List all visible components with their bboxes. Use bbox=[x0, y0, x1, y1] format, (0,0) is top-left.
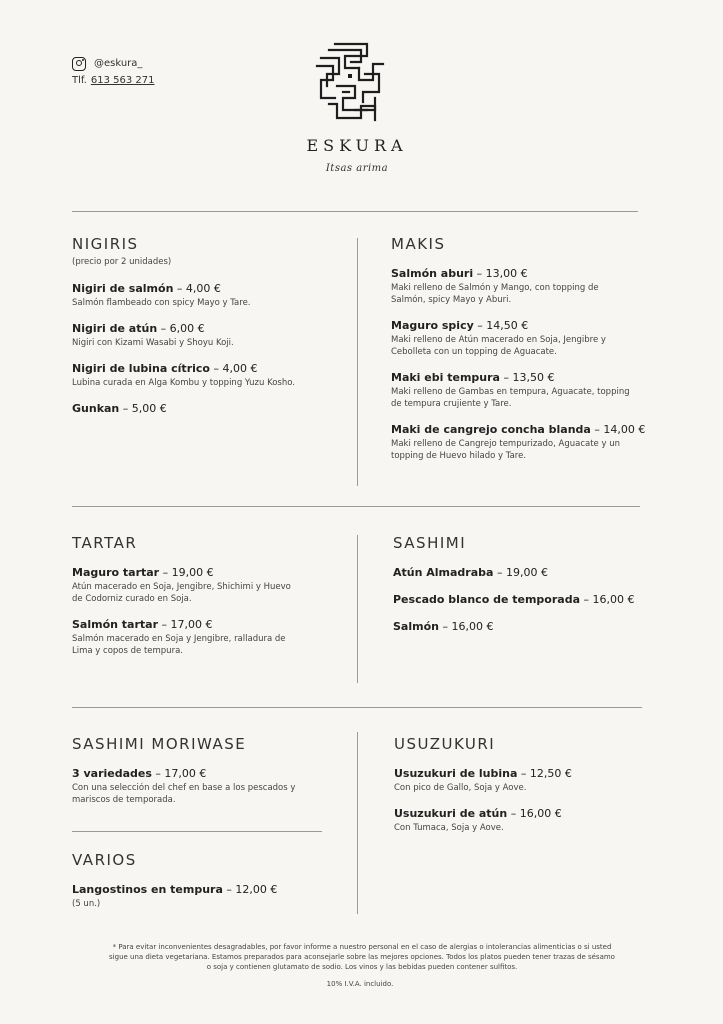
item-price: 13,50 € bbox=[512, 371, 555, 384]
item-description: topping de Huevo hilado y Tare. bbox=[391, 451, 527, 461]
item-name: Maguro spicy bbox=[391, 319, 474, 332]
item-name: Usuzukuri de atún bbox=[394, 807, 508, 820]
item-description: mariscos de temporada. bbox=[72, 795, 176, 805]
item-description: Con Tumaca, Soja y Aove. bbox=[394, 823, 504, 833]
item-name: Pescado blanco de temporada bbox=[393, 593, 580, 606]
item-description: Cebolleta con un topping de Aguacate. bbox=[391, 347, 557, 357]
menu-item bbox=[391, 267, 691, 306]
divider-top bbox=[72, 211, 638, 212]
item-description: de tempura crujiente y Tare. bbox=[391, 399, 512, 409]
divider-vertical-2 bbox=[357, 535, 358, 683]
item-description: Maki relleno de Cangrejo tempurizado, Aguacate y un bbox=[391, 439, 620, 449]
menu-item bbox=[72, 618, 352, 657]
footnote-line: * Para evitar inconvenientes desagradables, por favor informe a nuestro personal en el caso de alergias o intolerancias alimenticias o si usted bbox=[112, 943, 612, 951]
menu-item bbox=[394, 767, 674, 794]
item-name: 3 variedades bbox=[72, 767, 152, 780]
item-description: (5 un.) bbox=[72, 899, 101, 909]
phone-number[interactable]: 613 563 271 bbox=[90, 75, 155, 86]
brand-tagline: Itsas arima bbox=[325, 163, 389, 174]
section-tartar bbox=[72, 534, 352, 657]
section-usuzukuri bbox=[394, 735, 674, 834]
item-description: Salmón macerado en Soja y Jengibre, ralladura de bbox=[72, 634, 286, 644]
item-description: Lima y copos de tempura. bbox=[72, 646, 183, 656]
item-description: Lubina curada en Alga Kombu y topping Yuzu Kosho. bbox=[72, 378, 295, 388]
item-name: Maguro tartar bbox=[72, 566, 160, 579]
vat-note: 10% I.V.A. incluido. bbox=[326, 980, 394, 988]
divider-3 bbox=[72, 707, 642, 708]
item-description: Salmón, spicy Mayo y Aburi. bbox=[391, 295, 512, 305]
menu-item bbox=[393, 566, 673, 579]
price-dash: – bbox=[583, 593, 589, 606]
price-dash: – bbox=[477, 319, 483, 332]
section-subtitle: (precio por 2 unidades) bbox=[72, 257, 172, 267]
item-description: Maki relleno de Salmón y Mango, con topping de bbox=[391, 283, 599, 293]
item-price: 6,00 € bbox=[169, 322, 205, 335]
price-dash: – bbox=[520, 767, 527, 780]
section-makis bbox=[391, 235, 691, 462]
item-name: Usuzukuri de lubina bbox=[394, 767, 518, 780]
menu-item bbox=[72, 402, 352, 415]
item-description: Maki relleno de Atún macerado en Soja, Jengibre y bbox=[391, 335, 606, 345]
price-dash: – bbox=[122, 402, 129, 415]
item-description: Nigiri con Kizami Wasabi y Shoyu Koji. bbox=[72, 338, 234, 348]
item-price: 17,00 € bbox=[164, 767, 207, 780]
menu-item bbox=[72, 322, 352, 349]
divider-vertical-1 bbox=[357, 238, 358, 486]
item-description: Maki relleno de Gambas en tempura, Aguacate, topping bbox=[391, 387, 630, 397]
price-dash: – bbox=[594, 423, 600, 436]
instagram-handle[interactable]: @eskura_ bbox=[94, 58, 143, 69]
price-dash: – bbox=[176, 282, 183, 295]
item-price: 14,00 € bbox=[603, 423, 646, 436]
item-description: Con pico de Gallo, Soja y Aove. bbox=[394, 783, 527, 793]
menu-item bbox=[72, 282, 352, 309]
instagram-icon bbox=[72, 57, 86, 71]
item-price: 5,00 € bbox=[131, 402, 167, 415]
item-description: Con una selección del chef en base a los pescados y bbox=[72, 783, 296, 793]
item-description: Atún macerado en Soja, Jengibre, Shichimi y Huevo bbox=[72, 582, 291, 592]
price-dash: – bbox=[161, 618, 168, 631]
item-name: Maki de cangrejo concha blanda bbox=[391, 423, 591, 436]
item-price: 16,00 € bbox=[451, 620, 494, 633]
item-name: Nigiri de atún bbox=[72, 322, 158, 335]
menu-item bbox=[72, 362, 352, 389]
section-title: SASHIMI MORIWASE bbox=[72, 735, 247, 753]
item-price: 4,00 € bbox=[185, 282, 221, 295]
allergy-footnote bbox=[72, 942, 652, 972]
item-price: 16,00 € bbox=[592, 593, 635, 606]
section-title: TARTAR bbox=[72, 534, 138, 552]
item-name: Langostinos en tempura bbox=[72, 883, 223, 896]
price-dash: – bbox=[213, 362, 219, 375]
item-price: 4,00 € bbox=[222, 362, 258, 375]
item-name: Salmón tartar bbox=[72, 618, 159, 631]
eskura-logo-icon bbox=[315, 40, 385, 124]
brand-name: ESKURA bbox=[306, 136, 408, 155]
divider-2 bbox=[72, 506, 640, 507]
item-name: Atún Almadraba bbox=[393, 566, 494, 579]
divider-vertical-3 bbox=[357, 732, 358, 914]
item-name: Maki ebi tempura bbox=[391, 371, 500, 384]
item-price: 12,50 € bbox=[529, 767, 572, 780]
section-varios bbox=[72, 851, 352, 910]
item-description: Salmón flambeado con spicy Mayo y Tare. bbox=[72, 298, 251, 308]
price-dash: – bbox=[155, 767, 161, 780]
menu-item bbox=[391, 319, 691, 358]
menu-item bbox=[391, 371, 691, 410]
footnote-line: o soja y contienen glutamato de sodio. Los vinos y las bebidas pueden contener sulfitos. bbox=[206, 963, 518, 971]
price-dash: – bbox=[160, 322, 167, 335]
section-nigiris bbox=[72, 235, 352, 415]
menu-item bbox=[391, 423, 691, 462]
price-dash: – bbox=[476, 267, 483, 280]
menu-item bbox=[393, 593, 673, 606]
item-name: Nigiri de salmón bbox=[72, 282, 174, 295]
item-price: 16,00 € bbox=[519, 807, 562, 820]
price-dash: – bbox=[503, 371, 509, 384]
item-price: 13,00 € bbox=[485, 267, 528, 280]
menu-item bbox=[72, 566, 352, 605]
menu-item bbox=[394, 807, 674, 834]
price-dash: – bbox=[510, 807, 517, 820]
phone-label: Tlf. bbox=[72, 75, 87, 86]
price-dash: – bbox=[162, 566, 169, 579]
menu-item bbox=[393, 620, 673, 633]
item-price: 12,00 € bbox=[235, 883, 278, 896]
price-dash: – bbox=[442, 620, 448, 633]
item-description: de Codorniz curado en Soja. bbox=[72, 594, 192, 604]
section-title: USUZUKURI bbox=[394, 735, 496, 753]
footnote-line: sigue una dieta vegetariana. Estamos preparados para aconsejarle sobre las mejores opciones. Todos los platos pueden tener trazas de sésamo bbox=[109, 953, 615, 961]
section-title: NIGIRIS bbox=[72, 235, 139, 253]
item-price: 19,00 € bbox=[171, 566, 214, 579]
section-title: MAKIS bbox=[391, 235, 446, 253]
item-name: Nigiri de lubina cítrico bbox=[72, 362, 210, 375]
item-price: 14,50 € bbox=[486, 319, 529, 332]
item-name: Gunkan bbox=[72, 402, 120, 415]
section-title: SASHIMI bbox=[393, 534, 467, 552]
divider-4 bbox=[72, 831, 322, 832]
menu-item bbox=[72, 767, 352, 806]
item-price: 17,00 € bbox=[170, 618, 213, 631]
price-dash: – bbox=[226, 883, 232, 896]
menu-item bbox=[72, 883, 352, 910]
price-dash: – bbox=[496, 566, 503, 579]
item-name: Salmón aburi bbox=[391, 267, 474, 280]
section-title: VARIOS bbox=[72, 851, 137, 869]
contact-block bbox=[72, 55, 154, 89]
item-price: 19,00 € bbox=[505, 566, 548, 579]
item-name: Salmón bbox=[393, 620, 439, 633]
section-moriwase bbox=[72, 735, 352, 806]
section-sashimi bbox=[393, 534, 673, 633]
